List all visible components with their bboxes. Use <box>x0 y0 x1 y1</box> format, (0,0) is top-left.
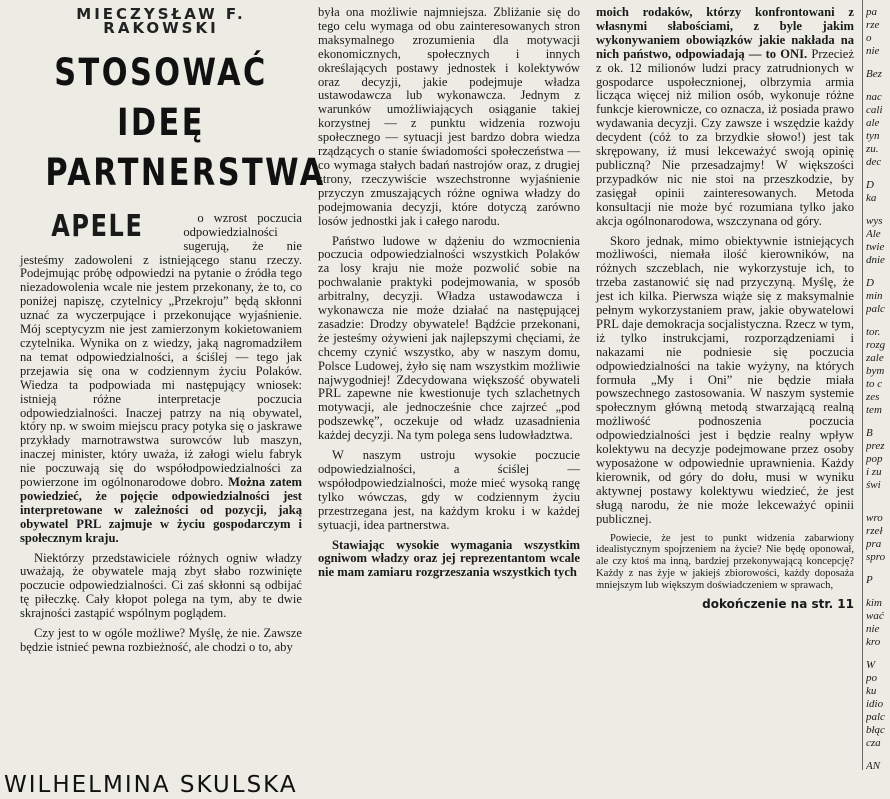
edge-text-fragment: kim <box>866 597 882 609</box>
edge-text-fragment: zes <box>866 391 880 403</box>
edge-text-fragment <box>866 587 890 597</box>
edge-text-fragment: palc <box>866 711 885 723</box>
paragraph <box>596 6 854 229</box>
edge-text-fragment: nac <box>866 91 882 103</box>
paragraph: Niektórzy przedstawiciele różnych ogniw władzy uważają, że obywatele mają zbyt słabo rozwinięte poczucie odpowiedzialności. Ci zaś skłonni są odbijać tę piłeczkę. Cały kłopot polega na tym, aby te dwie skrajności zastąpić wspólnym poglądem. <box>20 550 302 621</box>
edge-text-fragment: pra <box>866 538 882 550</box>
paragraph: Skoro jednak, mimo obiektywnie istniejących możliwości, niemała ilość kierowników, na różnych szczeblach, nie wykorzystuje ich, to trzeba zastanowić się nad przyczyną. Myślę, że jest ich kilka. Pierwsza wiąże się z maksymalnie pełnym wykorzystaniem praw, jakie obywatelowi PRL daje demokracja socjalistyczna. Rzecz w tym, iż tylko instrukcjami, rozporządzeniami i nakazami nie podniesie się poczucia odpowiedzialności na takie wyżyny, na których formuła „My i Oni” nie będzie miała powszechnego zastosowania. W naszym systemie społecznym główną metodą stwarzającą realną możliwość podnoszenia poczucia odpowiedzialności jest i będzie realny wpływ kolektywu na decyzje podejmowane przez osoby wyposażone w odpowiednie uprawnienia. Każdy kierownik, od góry do dołu, musi w wyniku aktywnej postawy kolektywu wiedzieć, że jest sługą narodu, że nie może lekceważyć opinii publicznej. <box>596 233 854 526</box>
paragraph-text: Przecież z ok. 12 milionów ludzi pracy zatrudnionych w gospodarce uspołecznionej, olbrzymia armia licząca więcej niż milion osób, wykonuje różne funkcje kierownicze, co oznacza, iż posiada prawo wydawania decyzji. Czy zawsze i wszędzie każdy decydent (cóż to za brzydkie słowo!) jest tak skrępowany, iż musi lekceważyć swoją opinię publiczną? Nie przesadzajmy! W większości przypadków nic nie stoi na przeszkodzie, by zasięgał opinii zainteresowanych. Metoda konsultacji nie może być rozumiana tylko jako akcja ogólnonarodowa, wszczynana od góry. <box>596 46 854 228</box>
edge-text-fragment <box>866 169 890 179</box>
edge-text-fragment: zale <box>866 352 884 364</box>
edge-text-fragment: tor. <box>866 326 881 338</box>
lead-bold-text: Można zatem powiedzieć, że pojęcie odpowiedzialności jest interpretowane w zależności od pozycji, jaką obywatel PRL zajmuje w życiu gospodarczym i społecznym kraju. <box>20 475 303 545</box>
edge-text-fragment: świ <box>866 479 881 491</box>
edge-text-fragment: wro <box>866 512 883 524</box>
edge-text-fragment: spro <box>866 551 886 563</box>
lead-paragraph <box>20 208 303 546</box>
continued-note: dokończenie na str. 11 <box>702 596 854 611</box>
edge-text-fragment <box>866 316 890 326</box>
edge-text-fragment <box>866 81 890 91</box>
edge-text-fragment: pop <box>866 453 883 465</box>
edge-text-fragment: tem <box>866 404 882 416</box>
lead-word: APELE <box>51 208 144 244</box>
edge-text-fragment: nie <box>866 623 880 635</box>
edge-text-fragment <box>866 267 890 277</box>
bold-text: Stawiając wysokie wymagania wszystkim ogniwom władzy oraz jej reprezentantom wcale nie mam zamiaru rozgrzeszania wszystkich tych <box>318 537 580 580</box>
edge-text-fragment <box>866 417 890 427</box>
edge-text-fragment: palc <box>866 303 885 315</box>
edge-text-fragment: zu. <box>866 143 879 155</box>
edge-text-fragment: D <box>866 179 874 191</box>
edge-text-fragment: wać <box>866 610 884 622</box>
edge-text-fragment: o <box>866 32 872 44</box>
small-paragraph: Powiecie, że jest to punkt widzenia zabarwiony idealistycznym spojrzeniem na życie? Nie będę oponował, ale czy ktoś ma inną, bardziej przekonywającą koncepcję? Każdy z nas żyje w jakiejś zbiorowości, każdy doposaża mniejszym lub większym doświadczeniem w sprawach, <box>596 532 854 591</box>
edge-text-fragment: P <box>866 574 873 586</box>
author-name: MIECZYSŁAW F. RAKOWSKI <box>76 5 246 37</box>
edge-text-fragment: po <box>866 672 877 684</box>
edge-text-fragment: rzeł <box>866 525 883 537</box>
edge-text-fragment: nie <box>866 45 880 57</box>
column-1 <box>20 5 326 661</box>
edge-text-fragment <box>866 564 890 574</box>
edge-text-fragment <box>866 205 890 215</box>
paragraph: W naszym ustroju wysokie poczucie odpowiedzialności, a ściślej — współodpowiedzialności, może mieć wysoką rangę tylko wówczas, gdy w codziennym życiu przestrzegana jest, na każdym kroku i w każdej sytuacji, idea partnerstwa. <box>318 448 580 532</box>
edge-text-fragment <box>866 649 890 659</box>
article-title: STOSOWAĆ IDEĘ PARTNERSTWA <box>45 50 326 194</box>
edge-text-fragment: B <box>866 427 873 439</box>
edge-text-fragment: min <box>866 290 883 302</box>
lead-text: o wzrost poczucia odpowiedzialności sugerują, że nie jesteśmy zadowoleni z istniejącego stanu rzeczy. Podejmując próbę odpowiedzi na pytanie o źródła tego niezadowolenia wcale nie jestem przekonany, że to, co poniżej napiszę, czytelnicy „Przekroju” będą skłonni uznać za wyczerpujące i przekonujące wyjaśnienie. Mój sceptycyzm nie jest zamierzonym kokietowaniem czytelnika. Wynika on z wiedzy, jaką nagromadziłem na temat odpowiedzialności, a ściślej — tego jak przejawia się ona w codziennym życiu Polaków. Wiedza ta podpowiada mi następujący wniosek: istnieją różne interpretacje poczucia odpowiedzialności. Inaczej patrzy na nią obywatel, który np. w swoim miejscu pracy potyka się o jaskrawe przykłady marnotrawstwa surowców lub maszyn, inaczej minister, który uważa, iż załogi wielu fabryk nie poczuwają się do współodpowiedzialności za powierzone im ogólnonarodowe dobro. <box>20 210 302 490</box>
edge-text-fragment: ku <box>866 685 877 697</box>
column-3 <box>596 6 854 611</box>
paragraph: Czy jest to w ogóle możliwe? Myślę, że nie. Zawsze będzie istnieć pewna rozbieżność, ale chodzi o to, aby <box>20 626 302 654</box>
edge-text-fragment <box>866 492 890 502</box>
edge-text-fragment: dnie <box>866 254 885 266</box>
column-2 <box>318 6 580 586</box>
edge-text-fragment: twie <box>866 241 885 253</box>
column-divider <box>862 0 863 770</box>
edge-text-fragment: ale <box>866 117 880 129</box>
edge-text-fragment <box>866 58 890 68</box>
edge-text-fragment: rze <box>866 19 880 31</box>
edge-text-fragment: bym <box>866 365 885 377</box>
adjacent-article-edge <box>866 6 890 773</box>
edge-text-fragment: cza <box>866 737 881 749</box>
edge-text-fragment: AN <box>866 760 881 772</box>
edge-text-fragment: pa <box>866 6 877 18</box>
edge-text-fragment: D <box>866 277 874 289</box>
paragraph: Państwo ludowe w dążeniu do wzmocnienia poczucia odpowiedzialności wszystkich Polaków za losy kraju nie może pozwolić sobie na pochwalanie praktyki podejmowania, w sposób arbitralny, decyzji. Władza ustawodawcza i wykonawcza nie może działać na następującej zasadzie: Drodzy obywatele! Bądźcie przekonani, że jesteśmy ożywieni jak najlepszymi chęciami, że chcemy czynić wszystko, aby w naszym domu, Polsce Ludowej, żyło się nam wszystkim możliwie najwygodniej! Zdecydowana większość obywateli PRL zapewne nie kwestionuje tych szlachetnych motywacji, ale jednocześnie chce zajrzeć „pod podszewkę”, oczekuje od władz uzasadnienia każdej decyzji. Na tym polega sens ludowładztwa. <box>318 233 580 443</box>
edge-text-fragment: kro <box>866 636 881 648</box>
edge-text-fragment: i zu <box>866 466 882 478</box>
edge-text-fragment: błąc <box>866 724 885 736</box>
edge-text-fragment: dec <box>866 156 882 168</box>
edge-text-fragment: idio <box>866 698 884 710</box>
edge-text-fragment: W <box>866 659 876 671</box>
edge-text-fragment: prez <box>866 440 885 452</box>
edge-text-fragment: ka <box>866 192 877 204</box>
edge-text-fragment: rozg <box>866 339 886 351</box>
edge-text-fragment: Ale <box>866 228 881 240</box>
bold-text: moich rodaków, którzy konfrontowani z własnymi słabościami, z byle jakim wykonywaniem obowiązków jakie nakłada na nich państwo, odpowiadają — to ONI. <box>596 5 854 61</box>
paragraph: była ona możliwie najmniejsza. Zbliżanie się do tego celu wymaga od obu zainteresowanych stron maksymalnego zrozumienia dla motywacji ekonomicznych, społecznych i innych określających postawy jednostek i kolektywów oraz decyzji, jakie podejmuje władza ustawodawcza lub wykonawcza. Jednym z warunków umożliwiających osiąganie takiej korzystnej — z punktu widzenia rozwoju społecznego — sytuacji jest bardzo dobra wiedza rządzących o stanie świadomości społeczeństwa — co wymaga stałych badań nastrojów oraz, z drugiej strony, rzeczywiście wszechstronne wyjaśnienie przyczyn zmuszających różne ogniwa władzy do podejmowania decyzji, które dotyczą zarówno losów jednostki jak i całego narodu. <box>318 5 580 228</box>
bold-paragraph <box>318 539 580 581</box>
edge-text-fragment: to c <box>866 378 883 390</box>
edge-text-fragment: cali <box>866 104 883 116</box>
edge-text-fragment <box>866 750 890 760</box>
edge-text-fragment: tyn <box>866 130 880 142</box>
edge-text-fragment <box>866 502 890 512</box>
edge-text-fragment: wys <box>866 215 883 227</box>
bottom-author-name: WILHELMINA SKULSKA <box>4 772 298 798</box>
edge-text-fragment: Bez <box>866 68 882 80</box>
